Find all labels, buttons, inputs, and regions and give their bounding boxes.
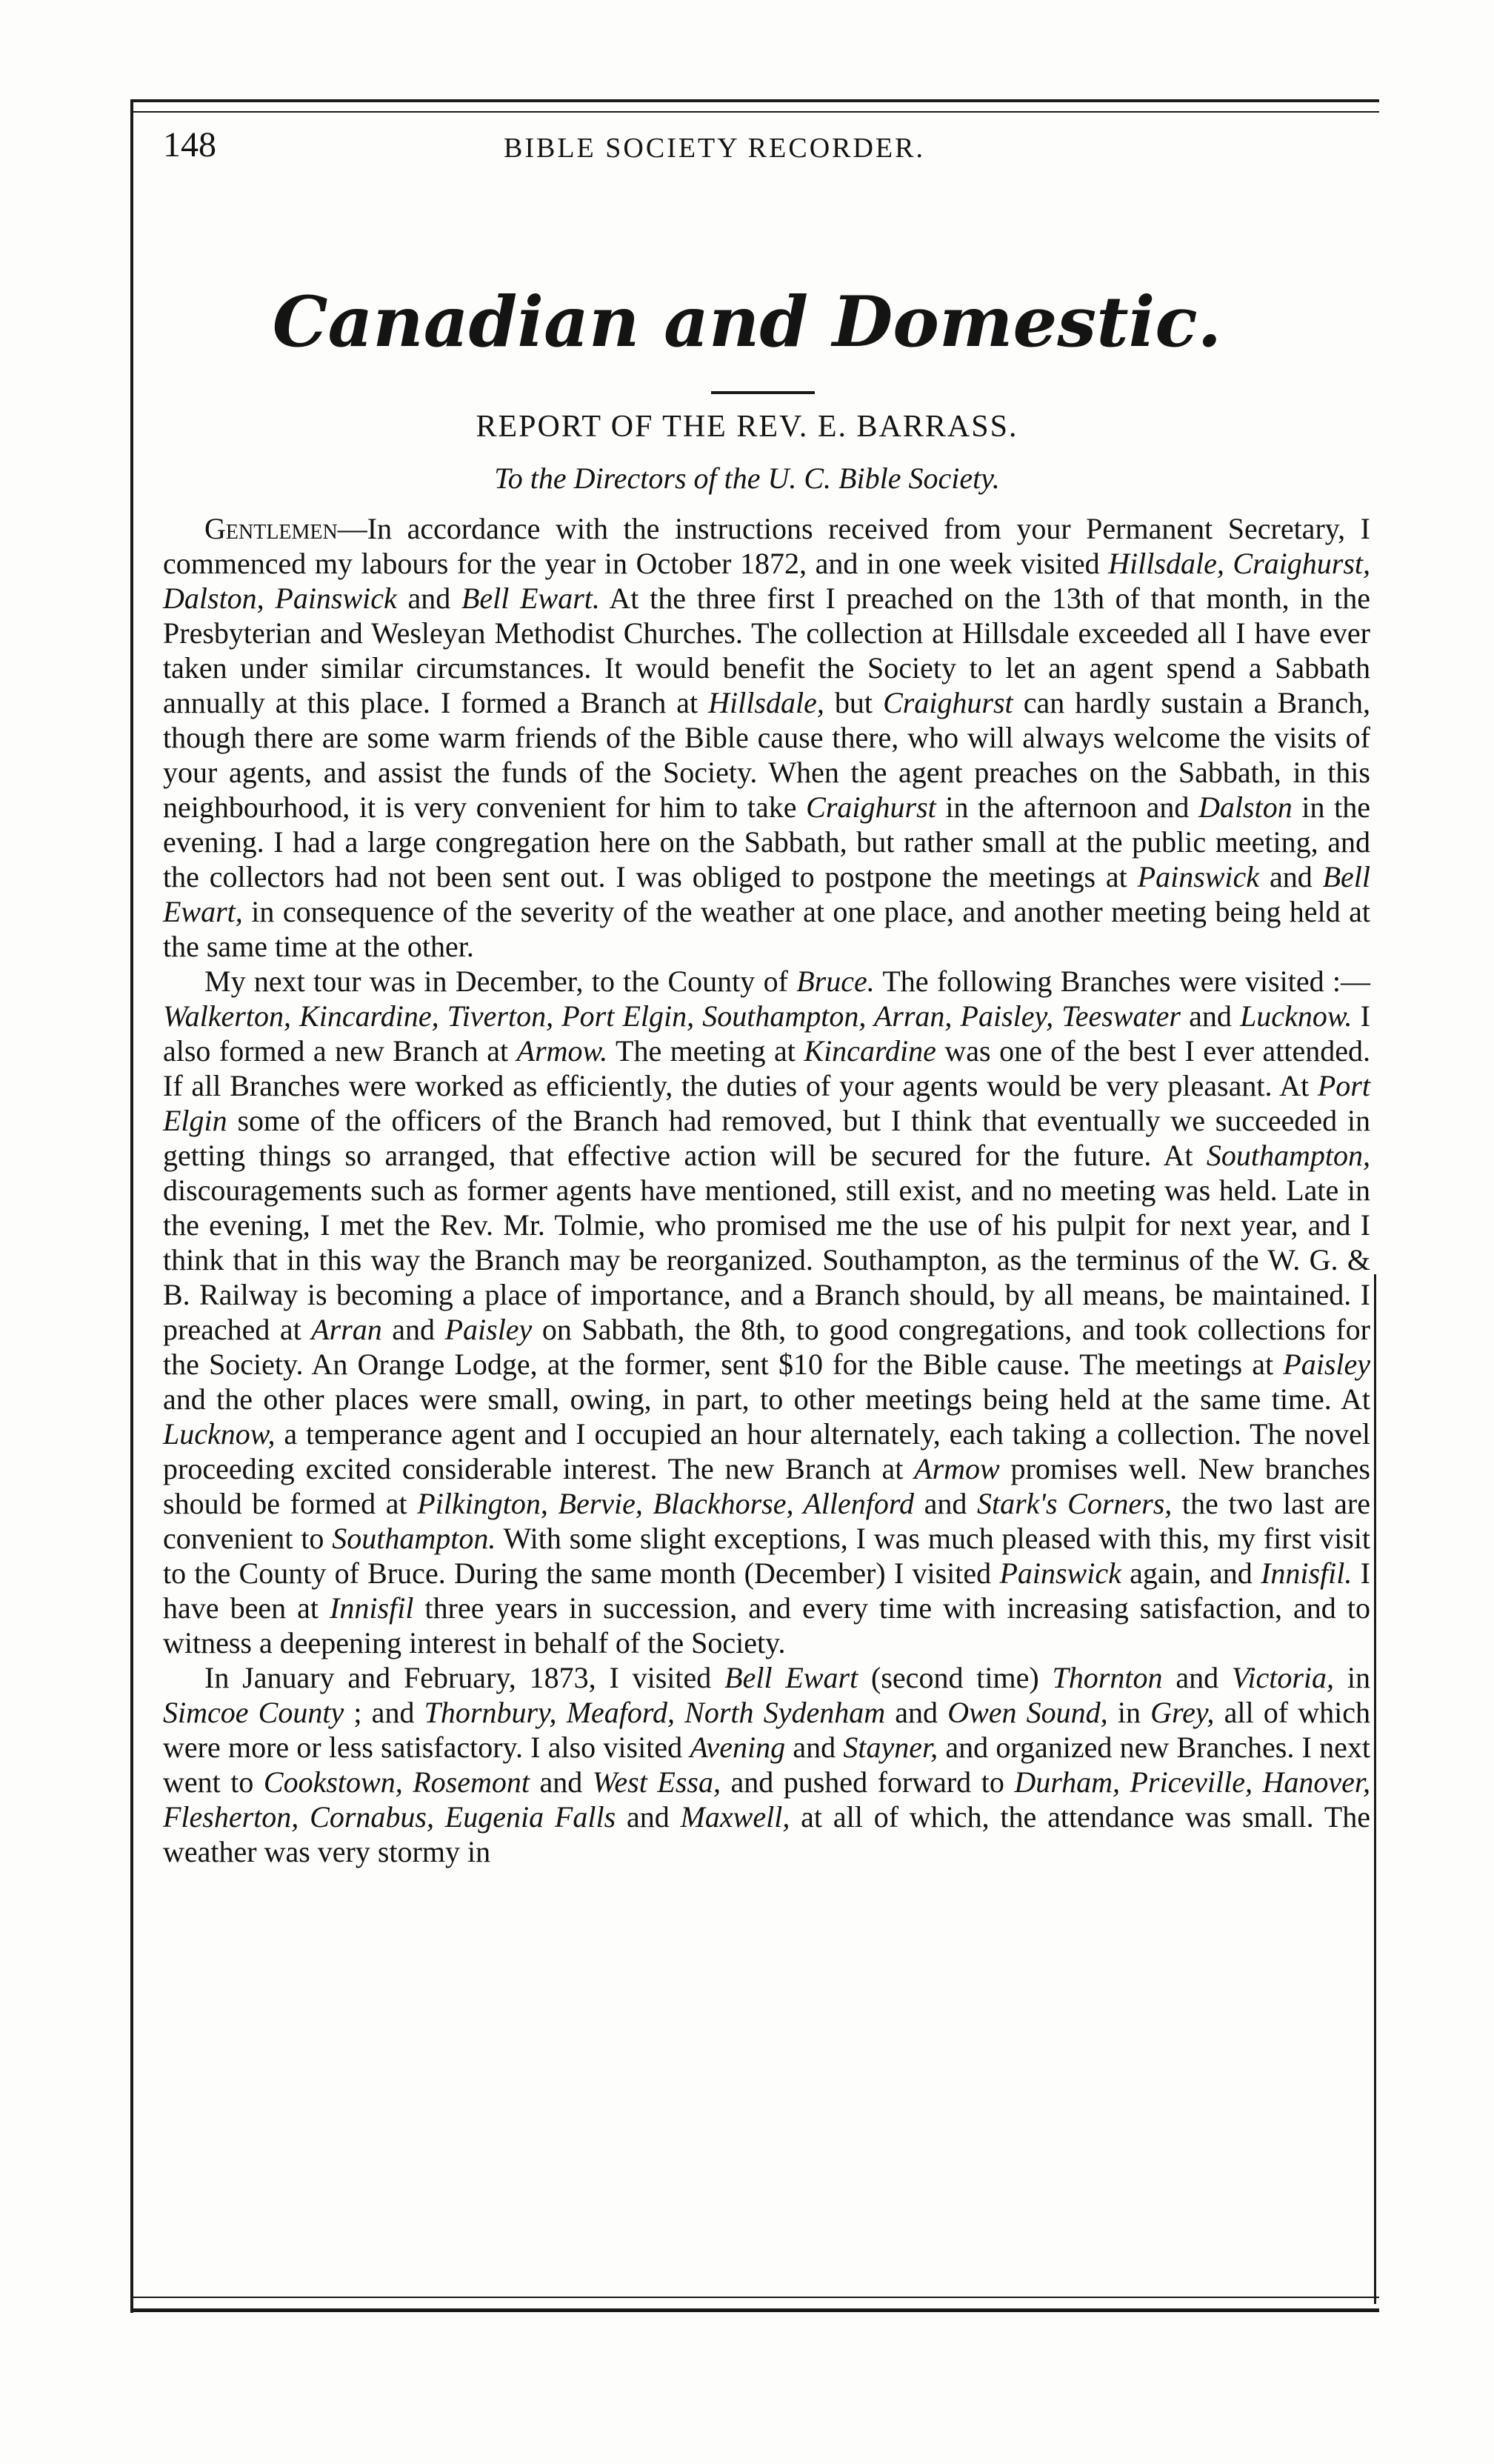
section-title: Canadian and Domestic. [272, 282, 1222, 363]
place-name: Avening [690, 1731, 786, 1764]
paragraph-1 [163, 511, 1370, 964]
place-name: Maxwell, [680, 1800, 790, 1834]
text-run: three years in succession, and every time with increasing satisfaction, and to witness a deepening interest in behalf of the Society. [163, 1591, 1370, 1659]
text-run: all of which were more or less satisfactory. I also visited [163, 1696, 1370, 1764]
text-run: and organized new Branches. I next went to [163, 1731, 1370, 1799]
bottom-frame-rule [130, 2308, 1379, 2312]
place-name: Bruce. [796, 965, 875, 998]
bottom-frame-inner-rule [130, 2297, 1379, 2298]
place-name: Lucknow. [1240, 999, 1353, 1033]
place-name: Craighurst [883, 686, 1013, 719]
place-name: Southampton. [332, 1522, 496, 1555]
text-run: My next tour was in December, to the County of [204, 965, 797, 998]
text-run: but [824, 686, 884, 719]
text-run: The following Branches were visited :— [874, 965, 1371, 998]
place-name: Grey, [1150, 1696, 1215, 1729]
place-name: Stark's Corners, [976, 1487, 1173, 1520]
top-frame-inner-rule [130, 111, 1379, 113]
text-run: and [381, 1313, 445, 1346]
title-divider [711, 391, 815, 394]
place-names: Thornbury, Meaford, North Sydenham [424, 1696, 886, 1729]
report-title: REPORT OF THE REV. E. BARRASS. [476, 410, 1018, 444]
place-names: Durham, Priceville, Hanover, Flesherton, Cornabus, Eugenia Falls [163, 1765, 1370, 1834]
text-run: discouragements such as former agents have mentioned, still exist, and no meeting was held. Late in the evening, I met the Rev. Mr. Tolmie, who promised me the use of his pulpit for next year, and I think that in this way the Branch may be reorganized. Southampton, as the terminus of the W. G. & B. Railway is becoming a place of importance, and a Branch should, by all means, be maintained. I preached at [163, 1173, 1370, 1346]
place-name: Owen Sound, [947, 1696, 1108, 1729]
text-run: and [785, 1731, 844, 1764]
text-run: and [1259, 860, 1323, 893]
place-name: Port Elgin [163, 1069, 1370, 1137]
article-body [163, 511, 1370, 1869]
place-name: Armow. [516, 1034, 608, 1068]
text-run: again, and [1121, 1556, 1261, 1590]
place-name: Painswick [999, 1556, 1121, 1590]
text-run: on Sabbath, the 8th, to good congregations, and took collections for the Society. An Orange Lodge, at the former, sent $10 for the Bible cause. The meetings at [163, 1313, 1371, 1381]
place-name: Lucknow, [163, 1417, 276, 1451]
place-names: Pilkington, Bervie, Blackhorse, Allenford [417, 1487, 914, 1520]
text-run: and [529, 1765, 593, 1799]
place-names: Cookstown, Rosemont [263, 1765, 530, 1799]
paragraph-2 [163, 964, 1370, 1660]
salutation: Gentlemen [204, 512, 338, 545]
text-run: and [616, 1800, 681, 1834]
text-run: in the afternoon and [936, 790, 1199, 824]
text-run: With some slight exceptions, I was much pleased with this, my first visit to the County of Bruce. During the same month (December) I visited [163, 1522, 1370, 1590]
place-name: West Essa, [592, 1765, 721, 1799]
text-run: and [885, 1696, 948, 1729]
text-run: and [396, 582, 461, 615]
place-name: Bell Ewart, [163, 860, 1370, 928]
text-run: in the evening. I had a large congregation here on the Sabbath, but rather small at the public meeting, and the collectors had not been sent out. I was obliged to postpone the meetings at [163, 790, 1370, 893]
right-frame-rule [1374, 1274, 1376, 2304]
text-run: the two last are convenient to [163, 1487, 1371, 1555]
text-run: in consequence of the severity of the weather at one place, and another meeting being held at the same time at the other. [163, 895, 1370, 963]
text-run: a temperance agent and I occupied an hour alternately, each taking a collection. The novel proceeding excited considerable interest. The new Branch at [163, 1417, 1370, 1485]
text-run: and [1162, 1661, 1232, 1694]
text-run: was one of the best I ever attended. If all Branches were worked as efficiently, the duties of your agents would be very pleasant. At [163, 1034, 1371, 1102]
place-name: Arran [311, 1313, 382, 1346]
text-run: At the three first I preached on the 13th of that month, in the Presbyterian and Wesleyan Methodist Churches. The collection at Hillsdale exceeded all I have ever taken under similar circumstances. It would benefit the Society to let an agent spend a Sabbath annually at this place. I formed a Branch at [163, 582, 1370, 719]
place-name: Southampton, [1206, 1139, 1370, 1172]
text-run: and [913, 1487, 977, 1520]
text-run: promises well. New branches should be formed at [163, 1452, 1370, 1520]
top-frame-rule [130, 99, 1379, 102]
place-names: Walkerton, Kincardine, Tiverton, Port Elgin, Southampton, Arran, Paisley, Teeswater [163, 999, 1181, 1033]
place-name: Innisfil. [1261, 1556, 1353, 1590]
place-name: Armow [914, 1452, 1000, 1485]
place-names: Hillsdale, Craighurst, Dalston, Painswick [163, 547, 1370, 615]
place-name: Bell Ewart [724, 1661, 858, 1694]
text-run: I also formed a new Branch at [163, 999, 1370, 1068]
text-run: in [1334, 1661, 1371, 1694]
text-run: —In accordance with the instructions received from your Permanent Secretary, I commenced my labours for the year in October 1872, and in one week visited [163, 512, 1370, 580]
text-run: (second time) [858, 1661, 1053, 1694]
text-run: at all of which, the attendance was small. The weather was very stormy in [163, 1800, 1370, 1868]
place-name: Hillsdale, [708, 686, 824, 719]
place-name: Stayner, [843, 1731, 938, 1764]
report-subtitle: To the Directors of the U. C. Bible Society. [494, 462, 1000, 495]
text-run: and the other places were small, owing, in part, to other meetings being held at the same time. At [163, 1382, 1370, 1416]
place-name: Bell Ewart. [461, 582, 600, 615]
place-name: Kincardine [804, 1034, 936, 1068]
text-run: The meeting at [607, 1034, 804, 1068]
place-name: Innisfil [330, 1591, 414, 1625]
place-name: Victoria, [1231, 1661, 1335, 1694]
running-head: BIBLE SOCIETY RECORDER. [504, 133, 925, 164]
text-run: ; and [344, 1696, 424, 1729]
text-run: In January and February, 1873, I visited [204, 1661, 725, 1694]
place-name: Dalston [1198, 790, 1293, 824]
place-name: Craighurst [806, 790, 936, 824]
place-name: Simcoe County [163, 1696, 344, 1729]
text-run: in [1107, 1696, 1151, 1729]
page-number: 148 [163, 125, 216, 164]
text-run: and pushed forward to [720, 1765, 1015, 1799]
text-run: I have been at [163, 1556, 1370, 1625]
text-run: and [1181, 999, 1241, 1033]
place-name: Paisley [1283, 1348, 1370, 1381]
text-run: can hardly sustain a Branch, though there are some warm friends of the Bible cause there, who will always welcome the visits of your agents, and assist the funds of the Society. When the agent preaches on the Sabbath, in this neighbourhood, it is very convenient for him to take [163, 686, 1370, 824]
paragraph-3 [163, 1660, 1370, 1869]
place-name: Thornton [1052, 1661, 1163, 1694]
place-name: Painswick [1137, 860, 1260, 893]
text-run: some of the officers of the Branch had removed, but I think that eventually we succeeded in getting things so arranged, that effective action will be secured for the future. At [163, 1104, 1370, 1172]
place-name: Paisley [444, 1313, 533, 1346]
